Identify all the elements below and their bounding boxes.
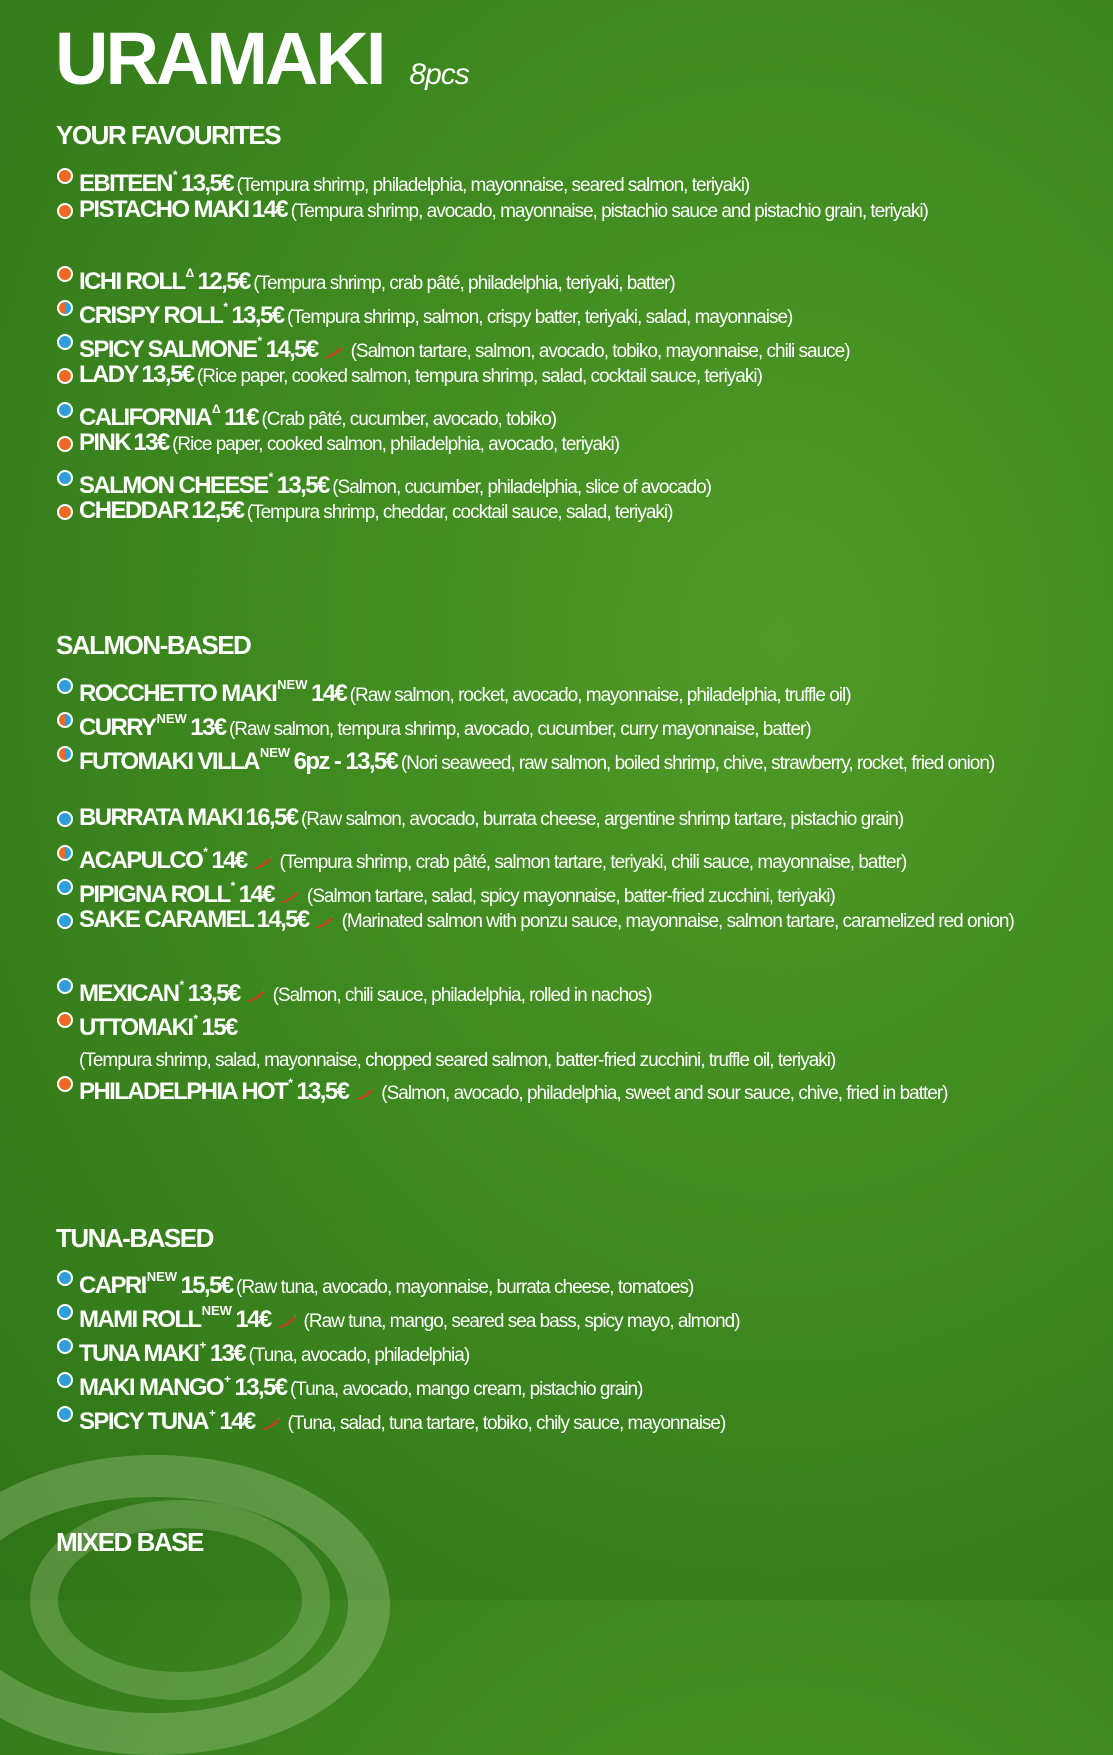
item-price: 13,5€: [231, 302, 284, 329]
item-text: [79, 1068, 1095, 1110]
item-name: CURRY: [79, 714, 156, 741]
chili-pepper-icon: [354, 1086, 376, 1100]
menu-item: [55, 1068, 1095, 1110]
menu-item: [55, 1004, 1095, 1077]
chili-pepper-icon: [245, 988, 267, 1002]
item-price: 14€: [219, 1408, 255, 1435]
item-price: 12,5€: [197, 268, 250, 295]
orange-dot-icon: [57, 1012, 73, 1028]
item-name: BURRATA MAKI: [79, 804, 242, 831]
item-name: ACAPULCO: [79, 847, 203, 874]
mixed-dot-icon: [57, 845, 73, 861]
page-title: [55, 17, 469, 100]
item-mark: *: [179, 978, 185, 992]
item-price: 13,5€: [141, 361, 194, 388]
item-price: 15€: [201, 1014, 237, 1041]
item-description: (Salmon, cucumber, philadelphia, slice of avocado): [332, 477, 711, 498]
item-text: [79, 803, 1095, 836]
menu-item: [55, 738, 1095, 780]
orange-dot-icon: [57, 203, 73, 219]
menu-item: [55, 803, 1095, 836]
item-price: 13€: [133, 429, 169, 456]
item-mark: *: [193, 1012, 199, 1026]
item-name: SPICY TUNA: [79, 1408, 208, 1435]
item-text: [79, 738, 1095, 780]
item-name: LADY: [79, 361, 138, 388]
blue-dot-icon: [57, 1372, 73, 1388]
orange-dot-icon: [57, 266, 73, 282]
item-name: SPICY SALMONE: [79, 336, 257, 363]
item-description: (Rice paper, cooked salmon, tempura shrimp, salad, cocktail sauce, teriyaki): [196, 366, 762, 387]
blue-dot-icon: [57, 913, 73, 929]
new-badge: NEW: [146, 1269, 178, 1284]
item-name: PIPIGNA ROLL: [79, 881, 230, 908]
item-description: (Tuna, salad, tuna tartare, tobiko, chily sauce, mayonnaise): [287, 1413, 726, 1434]
item-description: (Tempura shrimp, philadelphia, mayonnaise, seared salmon, teriyaki): [236, 175, 750, 196]
item-price: 14,5€: [265, 336, 318, 363]
item-price: 13,5€: [276, 472, 329, 499]
mixed-dot-icon: [57, 746, 73, 762]
blue-dot-icon: [57, 1304, 73, 1320]
item-description: (Raw salmon, avocado, burrata cheese, argentine shrimp tartare, pistachio grain): [300, 809, 904, 830]
item-description: (Salmon, chili sauce, philadelphia, rolled in nachos): [272, 985, 652, 1006]
item-price: 13,5€: [296, 1078, 349, 1105]
orange-dot-icon: [57, 368, 73, 384]
item-price: 13€: [190, 714, 226, 741]
menu-item: [55, 428, 1095, 461]
item-name: SAKE CARAMEL: [79, 906, 254, 933]
item-text: [79, 496, 1095, 529]
item-mark: Δ: [212, 402, 221, 416]
menu-item: [55, 905, 1095, 938]
item-mark: +: [208, 1406, 216, 1420]
item-mark: *: [223, 300, 228, 314]
new-badge: NEW: [277, 677, 308, 692]
blue-dot-icon: [57, 879, 73, 895]
mixed-dot-icon: [57, 712, 73, 728]
item-description: (Crab pâté, cucumber, avocado, tobiko): [261, 409, 557, 430]
item-text: [79, 905, 1095, 938]
item-description: (Tuna, avocado, philadelphia): [248, 1345, 470, 1366]
orange-dot-icon: [57, 436, 73, 452]
item-description: (Salmon tartare, salmon, avocado, tobiko, mayonnaise, chili sauce): [350, 341, 850, 362]
item-mark: *: [268, 470, 274, 484]
item-description: (Tempura shrimp, salad, mayonnaise, chopped seared salmon, batter-fried zucchini, truffle oil, teriyaki): [79, 1050, 836, 1071]
orange-dot-icon: [57, 1076, 73, 1092]
section-heading: TUNA-BASED: [56, 1223, 213, 1253]
item-price: 14€: [310, 680, 347, 707]
menu-item: [55, 1398, 1095, 1440]
item-description: (Salmon tartare, salad, spicy mayonnaise, batter-fried zucchini, teriyaki): [306, 886, 835, 907]
item-description: (Raw salmon, rocket, avocado, mayonnaise, philadelphia, truffle oil): [349, 685, 851, 706]
item-name: CHEDDAR: [79, 497, 188, 524]
blue-dot-icon: [57, 1406, 73, 1422]
title-main: URAMAKI: [55, 17, 384, 100]
item-price: 6pz - 13,5€: [293, 748, 398, 775]
item-price: 14€: [211, 847, 247, 874]
item-text: [79, 360, 1095, 393]
item-description: (Tempura shrimp, salmon, crispy batter, teriyaki, salad, mayonnaise): [286, 307, 793, 328]
item-name: TUNA MAKI: [79, 1340, 199, 1367]
item-mark: +: [224, 1372, 232, 1386]
section-heading: YOUR FAVOURITES: [56, 120, 281, 150]
chili-pepper-icon: [252, 855, 274, 869]
item-name: ICHI ROLL: [79, 268, 185, 295]
item-description: (Raw tuna, mango, seared sea bass, spicy mayo, almond): [303, 1311, 740, 1332]
item-price: 14€: [251, 196, 288, 223]
item-text: [79, 1398, 1095, 1440]
item-mark: *: [257, 334, 263, 348]
item-price: 13,5€: [234, 1374, 287, 1401]
item-text: [79, 195, 1095, 228]
item-price: 13€: [209, 1340, 246, 1367]
chili-pepper-icon: [260, 1416, 282, 1430]
item-description: (Salmon, avocado, philadelphia, sweet and sour sauce, chive, fried in batter): [381, 1083, 948, 1104]
chili-pepper-icon: [279, 889, 301, 903]
blue-dot-icon: [57, 978, 73, 994]
item-name: CAPRI: [79, 1272, 146, 1299]
item-mark: *: [172, 168, 178, 182]
item-name: MAKI MANGO: [79, 1374, 223, 1401]
item-name: PHILADELPHIA HOT: [79, 1078, 288, 1105]
item-price: 13,5€: [187, 980, 240, 1007]
item-name: FUTOMAKI VILLA: [79, 748, 259, 775]
chili-pepper-icon: [323, 344, 345, 358]
item-name: SALMON CHEESE: [79, 472, 268, 499]
title-subtitle: 8pcs: [409, 58, 469, 91]
item-price: 15,5€: [180, 1272, 233, 1299]
item-price: 13,5€: [180, 170, 234, 197]
item-name: UTTOMAKI: [79, 1014, 193, 1041]
item-price: 14,5€: [256, 906, 309, 933]
new-badge: NEW: [156, 711, 187, 726]
item-description: (Raw salmon, tempura shrimp, avocado, cucumber, curry mayonnaise, batter): [228, 719, 811, 740]
item-name: MEXICAN: [79, 980, 179, 1007]
blue-dot-icon: [57, 811, 73, 827]
item-price: 12,5€: [191, 497, 244, 524]
item-mark: +: [199, 1338, 207, 1352]
item-description: (Tuna, avocado, mango cream, pistachio grain): [289, 1379, 643, 1400]
blue-dot-icon: [57, 334, 73, 350]
item-price: 14€: [235, 1306, 271, 1333]
chili-pepper-icon: [276, 1314, 298, 1328]
blue-dot-icon: [57, 470, 73, 486]
item-text: [79, 428, 1095, 461]
item-price: 16,5€: [245, 804, 298, 831]
new-badge: NEW: [259, 745, 291, 760]
menu-item: [55, 360, 1095, 393]
item-description: (Marinated salmon with ponzu sauce, mayonnaise, salmon tartare, caramelized red onion): [341, 911, 1014, 932]
item-price: 11€: [224, 404, 258, 431]
item-description: (Tempura shrimp, crab pâté, salmon tartare, teriyaki, chili sauce, mayonnaise, batter): [279, 852, 907, 873]
section-heading: SALMON-BASED: [56, 630, 251, 660]
chili-pepper-icon: [314, 914, 336, 928]
item-description: (Rice paper, cooked salmon, philadelphia, avocado, teriyaki): [172, 434, 620, 455]
menu-item: [55, 496, 1095, 529]
item-description: (Nori seaweed, raw salmon, boiled shrimp, chive, strawberry, rocket, fried onion): [400, 753, 995, 774]
section-heading: MIXED BASE: [56, 1527, 203, 1557]
item-name: PINK: [79, 429, 130, 456]
item-mark: *: [288, 1076, 293, 1090]
mixed-dot-icon: [57, 300, 73, 316]
orange-dot-icon: [57, 168, 73, 184]
orange-dot-icon: [57, 504, 73, 520]
item-name: CRISPY ROLL: [79, 302, 223, 329]
item-name: CALIFORNIA: [79, 404, 211, 431]
blue-dot-icon: [57, 1338, 73, 1354]
item-description: (Tempura shrimp, avocado, mayonnaise, pistachio sauce and pistachio grain, teriyaki): [290, 201, 928, 222]
blue-dot-icon: [57, 1270, 73, 1286]
item-name: ROCCHETTO MAKI: [79, 680, 277, 707]
item-mark: *: [203, 845, 208, 859]
new-badge: NEW: [201, 1303, 232, 1318]
item-description: (Raw tuna, avocado, mayonnaise, burrata cheese, tomatoes): [236, 1277, 694, 1298]
item-mark: Δ: [185, 266, 195, 280]
item-price: 14€: [238, 881, 274, 908]
menu-item: [55, 195, 1095, 228]
item-text: [79, 1004, 1095, 1077]
blue-dot-icon: [57, 402, 73, 418]
blue-dot-icon: [57, 678, 73, 694]
item-description: (Tempura shrimp, crab pâté, philadelphia, teriyaki, batter): [253, 273, 675, 294]
item-name: PISTACHO MAKI: [79, 196, 249, 223]
item-name: MAMI ROLL: [79, 1306, 201, 1333]
item-description: (Tempura shrimp, cheddar, cocktail sauce, salad, teriyaki): [246, 502, 673, 523]
item-mark: *: [230, 879, 236, 893]
item-name: EBITEEN: [79, 170, 172, 197]
